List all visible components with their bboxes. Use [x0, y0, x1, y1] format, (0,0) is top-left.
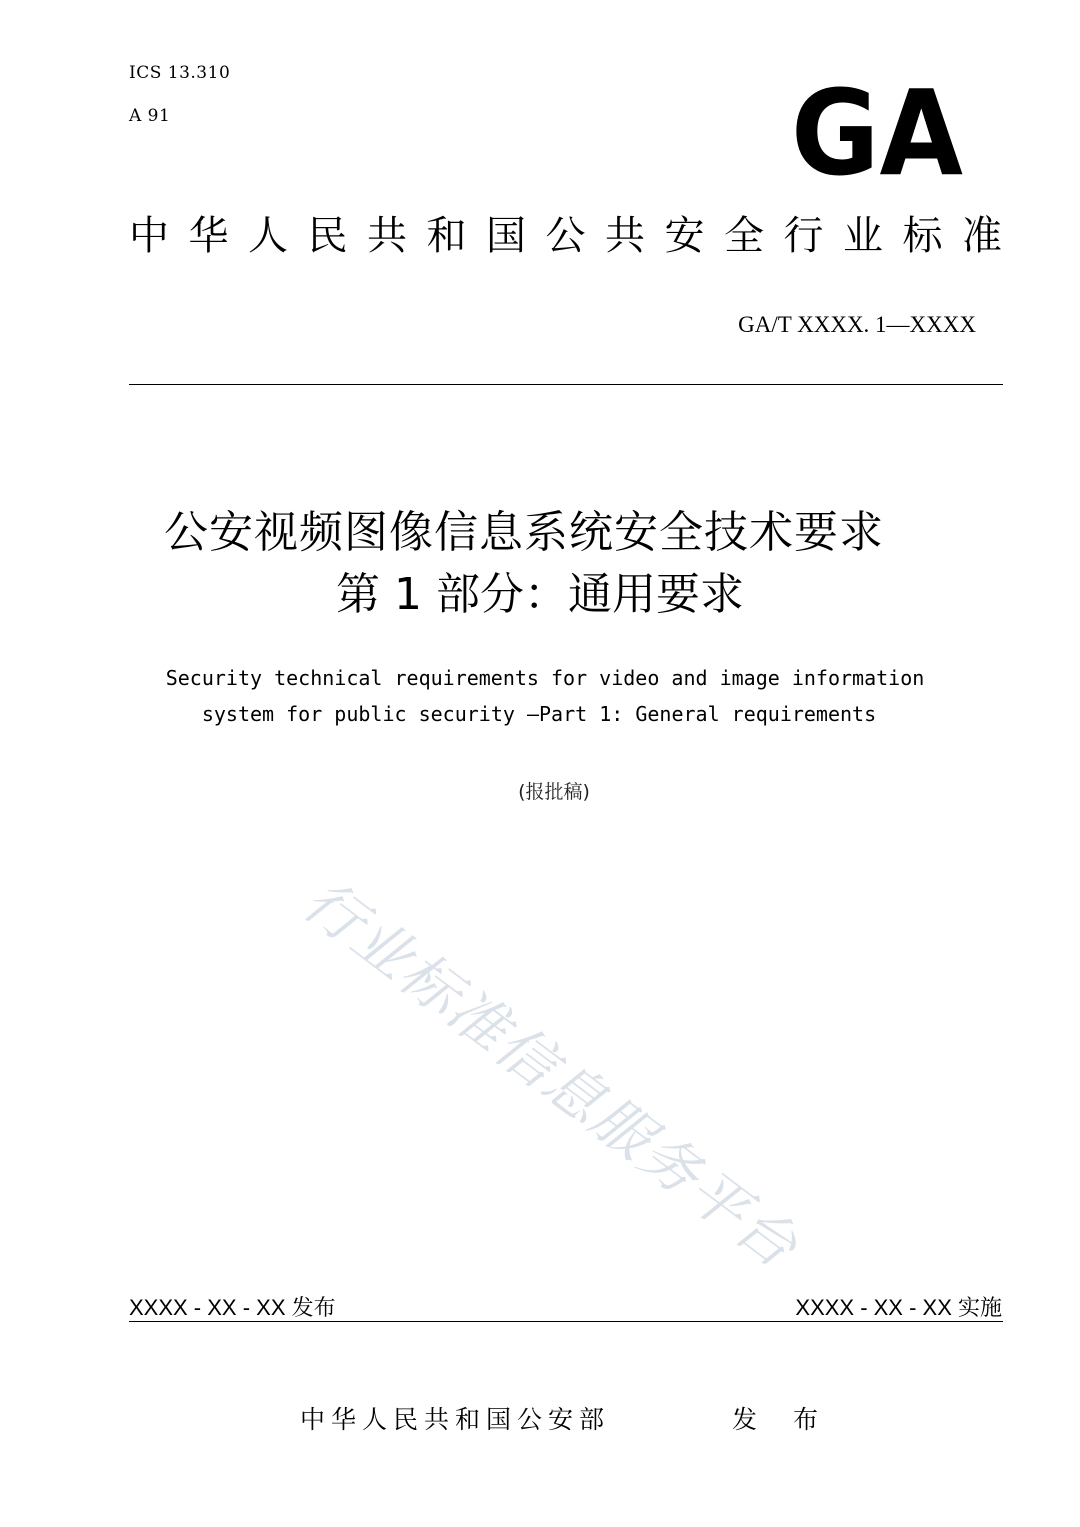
authority-title: 中华人民共和国公共安全行业标准 [129, 213, 1022, 259]
ga-logo [790, 86, 965, 178]
english-title-line2: system for public security —Part 1: General requirements [201, 702, 877, 726]
draft-stage: (报批稿) [518, 781, 590, 803]
logo-text: GA [791, 86, 963, 178]
ccs-code: A 91 [129, 106, 171, 126]
standard-number: GA/T XXXX. 1—XXXX [738, 312, 976, 337]
chinese-title-line1: 公安视频图像信息系统安全技术要求 [164, 507, 884, 558]
issue-word: 发 布 [732, 1405, 832, 1434]
issuer: 中华人民共和国公安部 [300, 1405, 611, 1434]
chinese-title-line2: 第 1 部分：通用要求 [336, 569, 744, 620]
watermark: 行业标准信息服务平台 [290, 866, 812, 1282]
implementation-date: XXXX - XX - XX 实施 [795, 1295, 1002, 1320]
bottom-divider [129, 1321, 1003, 1322]
english-title-line1: Security technical requirements for video and image information [165, 666, 925, 690]
issue-date: XXXX - XX - XX 发布 [129, 1295, 336, 1320]
ics-code: ICS 13.310 [129, 63, 231, 83]
top-divider [129, 384, 1003, 385]
